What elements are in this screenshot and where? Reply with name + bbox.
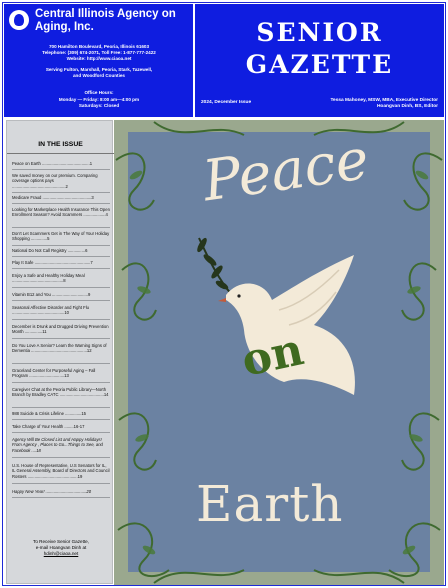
toc-divider bbox=[12, 256, 110, 257]
subscribe-line-1: To Receive Senior Gazette, bbox=[33, 539, 89, 544]
masthead bbox=[195, 4, 444, 117]
hours-weekday: Monday — Friday: 8:00 am—4:00 pm bbox=[58, 96, 140, 102]
toc-entry[interactable]: National Do Not Call Registry ...............6 bbox=[12, 248, 88, 253]
toc-divider bbox=[12, 457, 110, 458]
toc-divider bbox=[12, 268, 110, 269]
agency-address bbox=[8, 44, 190, 62]
toc-entry[interactable]: Happy New Year! ...................................20 bbox=[12, 489, 92, 494]
toc-divider bbox=[12, 287, 110, 288]
agency-name: Central Illinois Agency on Aging, Inc. bbox=[35, 8, 176, 33]
toc-entry[interactable]: Graceland Center for Purposeful Aging – Fall Program ..............................13 bbox=[12, 368, 96, 379]
masthead-title-line-1: SENIOR bbox=[256, 18, 383, 47]
toc-divider bbox=[12, 300, 110, 301]
toc-divider bbox=[12, 407, 110, 408]
subscribe-line-2: e-mail Hoangvan Dinh at bbox=[35, 545, 87, 550]
office-hours bbox=[8, 90, 190, 110]
toc-divider bbox=[12, 497, 110, 498]
cover-word-earth: Earth bbox=[196, 475, 344, 533]
toc-entry[interactable]: Play It Safe ................................................7 bbox=[12, 260, 93, 265]
subscribe-note bbox=[11, 539, 111, 557]
hours-saturday: Saturdays: Closed bbox=[78, 103, 120, 108]
toc-divider bbox=[12, 382, 110, 383]
toc-divider bbox=[12, 483, 110, 484]
phone-line: Telephone: (309) 674-2071, Toll Free: 1-877-777-2422 bbox=[42, 50, 156, 55]
toc-entry[interactable]: Seasonal Affective Disorder and Fight Flu .............................................10 bbox=[12, 305, 89, 316]
masthead-title-line-2: GAZETTE bbox=[245, 50, 394, 79]
toc-entry[interactable]: Medicare Fraud ..........................................3 bbox=[12, 195, 94, 200]
subscribe-email-link[interactable]: hdinh@ciaoa.net bbox=[43, 551, 79, 556]
cover-word-on: on bbox=[237, 324, 308, 387]
toc-entry[interactable]: Do You Love A Senior? Learn the Warning Signs of Dementia ................................................12 bbox=[12, 343, 107, 354]
toc-entry[interactable]: Agency Will Be Closed List and Happy Holidays! From Agency , Places to Go...Things to See, and Facebook ....18 bbox=[12, 437, 103, 453]
serving-line-1: Serving Fulton, Marshall, Peoria, Stark, Tazewell, bbox=[45, 67, 153, 72]
toc-entry[interactable]: Caregiver Chat at the Peoria Public Library—North Branch by Bradley CATC ......................................14 bbox=[12, 387, 109, 398]
agency-header bbox=[4, 4, 193, 117]
issue-date: 2024, December Issue bbox=[201, 100, 252, 105]
toc-divider bbox=[12, 192, 110, 193]
cover-word-peace: Peace bbox=[199, 126, 373, 215]
toc-divider bbox=[12, 245, 110, 246]
staff-credits bbox=[330, 98, 438, 110]
toc-entry[interactable]: December is Drunk and Drugged Driving Prevention Month ...............11 bbox=[12, 324, 109, 335]
toc-entry[interactable]: Don't Let Scammers Get in The Way of Your Holiday Shopping ..............5 bbox=[12, 231, 110, 242]
toc-entry[interactable]: Vitamin B12 and You ...............................9 bbox=[12, 292, 91, 297]
toc-divider bbox=[12, 169, 110, 170]
toc-divider bbox=[12, 338, 110, 339]
website-line[interactable]: Website: http://www.ciaoa.net bbox=[66, 56, 132, 61]
toc-entry[interactable]: Take Charge of Your Health ........16-17 bbox=[12, 424, 85, 429]
editor: Hoangvan Dinh, BS, Editor bbox=[376, 104, 438, 109]
toc-entry[interactable]: 988 Suicide & Crisis Lifeline ..............15 bbox=[12, 411, 87, 416]
toc-title: IN THE ISSUE bbox=[38, 141, 83, 148]
toc-divider bbox=[12, 203, 110, 204]
newsletter-page bbox=[2, 2, 446, 586]
table-of-contents bbox=[6, 120, 113, 584]
cover-illustration bbox=[114, 120, 444, 585]
address-line: 700 Hamilton Boulevard, Peoria, Illinois 61603 bbox=[48, 44, 150, 49]
toc-entry[interactable]: Looking for Marketplace Health Insurance This Open Enrollment Season? Avoid Scammers ...................4 bbox=[12, 207, 110, 218]
toc-entry[interactable]: Peace on Earth .........................................1 bbox=[12, 161, 93, 166]
toc-divider bbox=[12, 432, 110, 433]
toc-divider bbox=[12, 227, 110, 228]
toc-entry[interactable]: We saved money on our premium. Comparing coverage options pays ..............................................2 bbox=[12, 173, 98, 189]
toc-entry[interactable]: U.S. House of Representative, U.S Senators for IL, IL General Assembly, Board of Directors and Council Rosters ...........................................19 bbox=[12, 463, 110, 479]
executive-director: Tessa Mahoney, MSW, MBA, Executive Director bbox=[330, 98, 438, 103]
toc-entry[interactable]: Enjoy a Safe and Healthy Holiday Meal ............................................8 bbox=[12, 273, 85, 284]
toc-divider bbox=[12, 319, 110, 320]
toc-divider bbox=[12, 363, 110, 364]
toc-divider bbox=[12, 419, 110, 420]
counties-served bbox=[8, 67, 190, 79]
toc-title-divider bbox=[7, 153, 114, 154]
hours-title: Office Hours: bbox=[84, 90, 114, 95]
agency-logo-icon bbox=[9, 10, 29, 30]
serving-line-2: and Woodford Counties bbox=[73, 73, 125, 78]
